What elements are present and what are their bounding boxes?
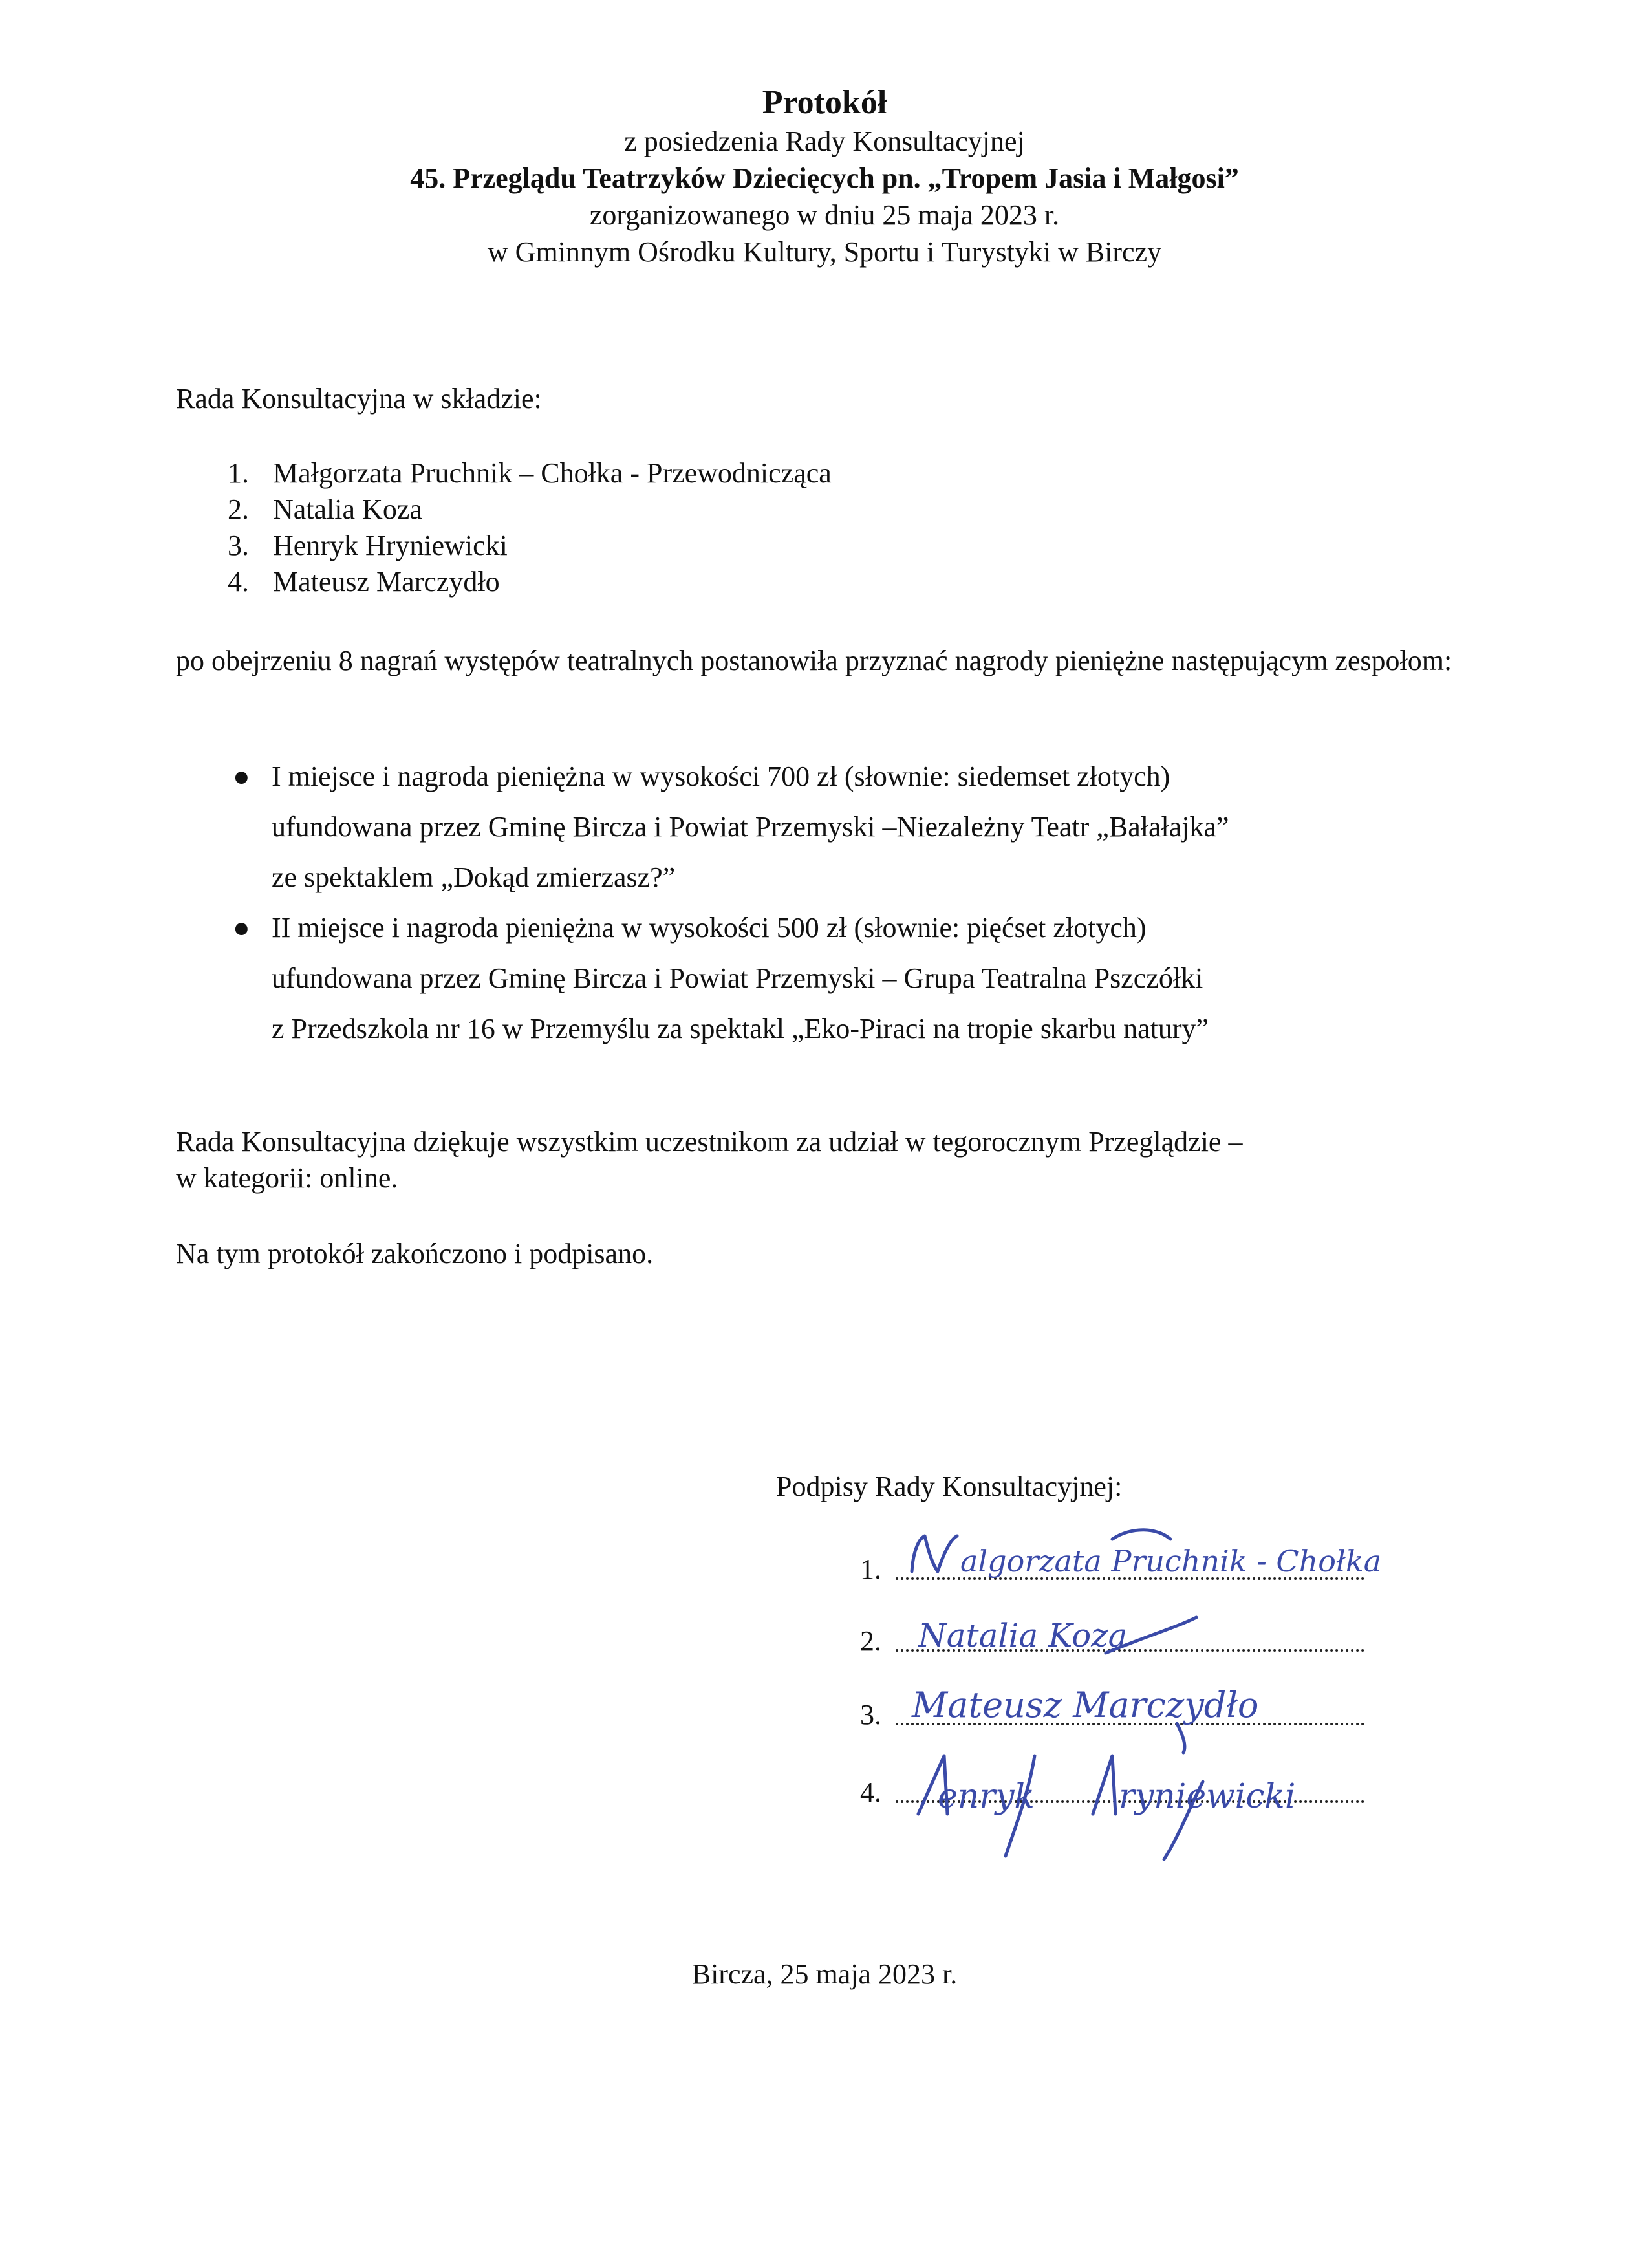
award-item-second [233, 903, 1461, 1054]
bullet-icon: ● [233, 912, 250, 944]
list-item [228, 564, 832, 600]
signature-number: 4. [860, 1776, 881, 1808]
member-name: Mateusz Marczydło [273, 566, 500, 598]
signature-image [899, 1665, 1468, 1749]
list-item [228, 455, 832, 491]
signature-row [860, 1614, 1442, 1666]
signature-number: 1. [860, 1553, 881, 1585]
signature-number: 2. [860, 1625, 881, 1657]
document-header [0, 83, 1649, 270]
award-line: II miejsce i nagroda pieniężna w wysokości 500 zł (słownie: pięćset złotych) [272, 912, 1147, 944]
svg-text:algorzata Pruchnik - Chołka: algorzata Pruchnik - Chołka [960, 1544, 1382, 1579]
svg-text:Mateusz Marczydło: Mateusz Marczydło [912, 1685, 1259, 1725]
svg-text:Natalia Koza: Natalia Koza [918, 1617, 1128, 1654]
signature-image [899, 1592, 1468, 1663]
signature-row [860, 1685, 1442, 1740]
closing-paragraph: Na tym protokół zakończono i podpisano. [176, 1238, 654, 1269]
member-name: Natalia Koza [273, 493, 422, 525]
list-item [228, 491, 832, 528]
member-number: 3. [228, 530, 249, 561]
place-and-date: Bircza, 25 maja 2023 r. [691, 1958, 958, 1990]
thanks-paragraph [176, 1124, 1469, 1196]
bullet-icon: ● [233, 761, 250, 792]
member-name: Małgorzata Pruchnik – Chołka - Przewodnicząca [273, 457, 832, 489]
thanks-line: w kategorii: online. [176, 1162, 398, 1194]
award-line: ufundowana przez Gminę Bircza i Powiat Przemyski –Niezależny Teatr „Bałałajka” [272, 811, 1229, 843]
member-number: 1. [228, 457, 249, 489]
award-line: ze spektaklem „Dokąd zmierzasz?” [272, 861, 676, 893]
signature-row [860, 1766, 1442, 1817]
member-number: 2. [228, 493, 249, 525]
award-item-first [233, 751, 1461, 903]
thanks-line: Rada Konsultacyjna dziękuje wszystkim uczestnikom za udział w tegorocznym Przeglądzie – [176, 1126, 1243, 1158]
council-intro: Rada Konsultacyjna w składzie: [176, 383, 542, 415]
signature-row [860, 1542, 1442, 1594]
award-line: I miejsce i nagroda pieniężna w wysokości 700 zł (słownie: siedemset złotych) [272, 761, 1170, 792]
member-name: Henryk Hryniewicki [273, 530, 508, 561]
document-title: Protokół [762, 84, 887, 121]
event-venue: w Gminnym Ośrodku Kultury, Sportu i Turystyki w Birczy [487, 236, 1162, 268]
signature-image [899, 1743, 1481, 1846]
signature-number: 3. [860, 1698, 881, 1731]
decision-paragraph: po obejrzeniu 8 nagrań występów teatralnych postanowiła przyznać nagrody pieniężne następującym zespołom: [176, 645, 1452, 676]
header-subtitle: z posiedzenia Rady Konsultacyjnej [624, 125, 1025, 158]
award-line: ufundowana przez Gminę Bircza i Powiat Przemyski – Grupa Teatralna Pszczółki [272, 962, 1203, 994]
list-item [228, 528, 832, 564]
council-members-list [228, 455, 832, 600]
event-date: zorganizowanego w dniu 25 maja 2023 r. [589, 199, 1060, 232]
signature-image [899, 1520, 1468, 1591]
event-name: 45. Przeglądu Teatrzyków Dziecięcych pn. „Tropem Jasia i Małgosi” [410, 162, 1239, 195]
award-line: z Przedszkola nr 16 w Przemyślu za spektakl „Eko-Piraci na tropie skarbu natury” [272, 1013, 1209, 1044]
signatures-header: Podpisy Rady Konsultacyjnej: [776, 1471, 1123, 1502]
svg-text:ryniewicki: ryniewicki [1119, 1777, 1296, 1816]
svg-text:enryk: enryk [938, 1777, 1035, 1816]
member-number: 4. [228, 566, 249, 598]
awards-list [233, 751, 1461, 1054]
